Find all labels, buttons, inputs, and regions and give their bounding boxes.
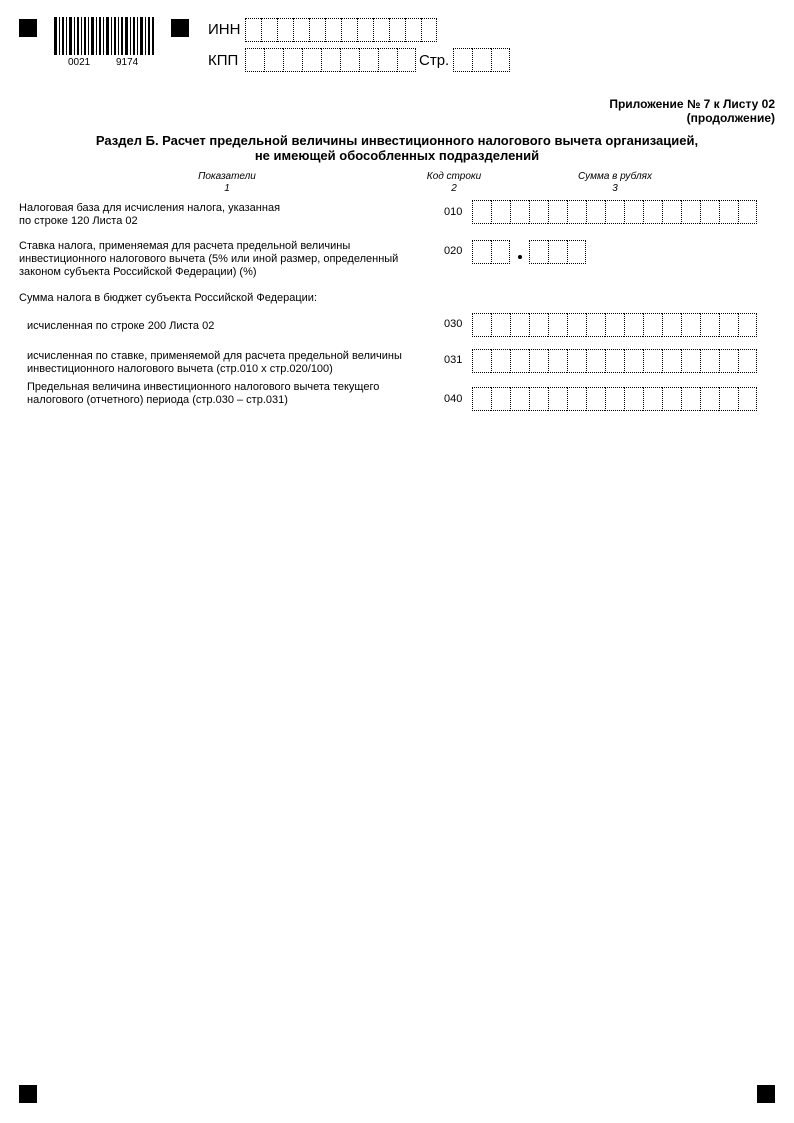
inn-label: ИНН [208,21,241,38]
row-020-label [19,240,398,279]
row-031-amount-field[interactable] [472,349,757,373]
corner-marker-bottom-left [19,1085,37,1103]
row-031-code: 031 [444,354,463,366]
label-line: исчисленная по ставке, применяемой для расчета предельной величины [27,350,402,362]
row-030-amount-field[interactable] [472,313,757,337]
row-040-code: 040 [444,393,463,405]
column-header-label: Показатели [198,171,256,182]
label-line: налогового (отчетного) периода (стр.030 – стр.031) [27,394,288,406]
corner-marker-top-right [171,19,189,37]
appendix-line-2: (продолжение) [686,111,775,125]
column-header-amount [555,171,675,195]
row-010-label [19,202,280,228]
label-line: Предельная величина инвестиционного налогового вычета текущего [27,381,380,393]
column-header-label: Сумма в рублях [578,171,652,182]
corner-marker-top-left [19,19,37,37]
row-020-code: 020 [444,245,463,257]
label-line: Ставка налога, применяемая для расчета предельной величины [19,240,351,252]
section-title [0,133,794,163]
label-line: Налоговая база для исчисления налога, указанная [19,202,281,214]
page-number-field[interactable] [453,48,510,72]
corner-marker-bottom-right [757,1085,775,1103]
row-040-label [27,381,379,407]
kpp-label: КПП [208,52,239,69]
section-title-line-1: Раздел Б. Расчет предельной величины инвестиционного налогового вычета организацией, [95,133,699,148]
row-020-rate-integer-field[interactable] [472,240,510,264]
row-010-amount-field[interactable] [472,200,757,224]
decimal-point [518,255,522,259]
column-header-label: Код строки [426,171,482,182]
row-020-rate-fraction-field[interactable] [529,240,586,264]
row-030-code: 030 [444,318,463,330]
label-line: законом субъекта Российской Федерации) (%) [19,266,257,278]
tax-sum-section-label: Сумма налога в бюджет субъекта Российской Федерации: [19,292,317,304]
row-040-amount-field[interactable] [472,387,757,411]
section-title-line-2: не имеющей обособленных подразделений [254,148,540,163]
row-031-label [27,350,402,376]
kpp-field[interactable] [245,48,416,72]
page-label: Стр. [419,52,450,69]
column-header-number: 3 [612,183,618,194]
appendix-caption [609,97,775,125]
inn-field[interactable] [245,18,437,42]
appendix-line-1: Приложение № 7 к Листу 02 [609,97,775,111]
label-line: по строке 120 Листа 02 [19,215,138,227]
label-line: инвестиционного налогового вычета (стр.010 х стр.020/100) [27,363,333,375]
row-010-code: 010 [444,206,463,218]
column-header-code [414,171,494,195]
column-header-number: 1 [224,183,230,194]
column-header-number: 2 [451,183,457,194]
label-line: инвестиционного налогового вычета (5% или иной размер, определенный [19,253,399,265]
label-line: исчисленная по строке 200 Листа 02 [27,320,215,332]
barcode-number-left: 0021 [68,57,91,68]
barcode [54,17,154,55]
column-header-indicators [177,171,277,195]
row-030-label [27,320,214,333]
barcode-number-right: 9174 [116,57,139,68]
